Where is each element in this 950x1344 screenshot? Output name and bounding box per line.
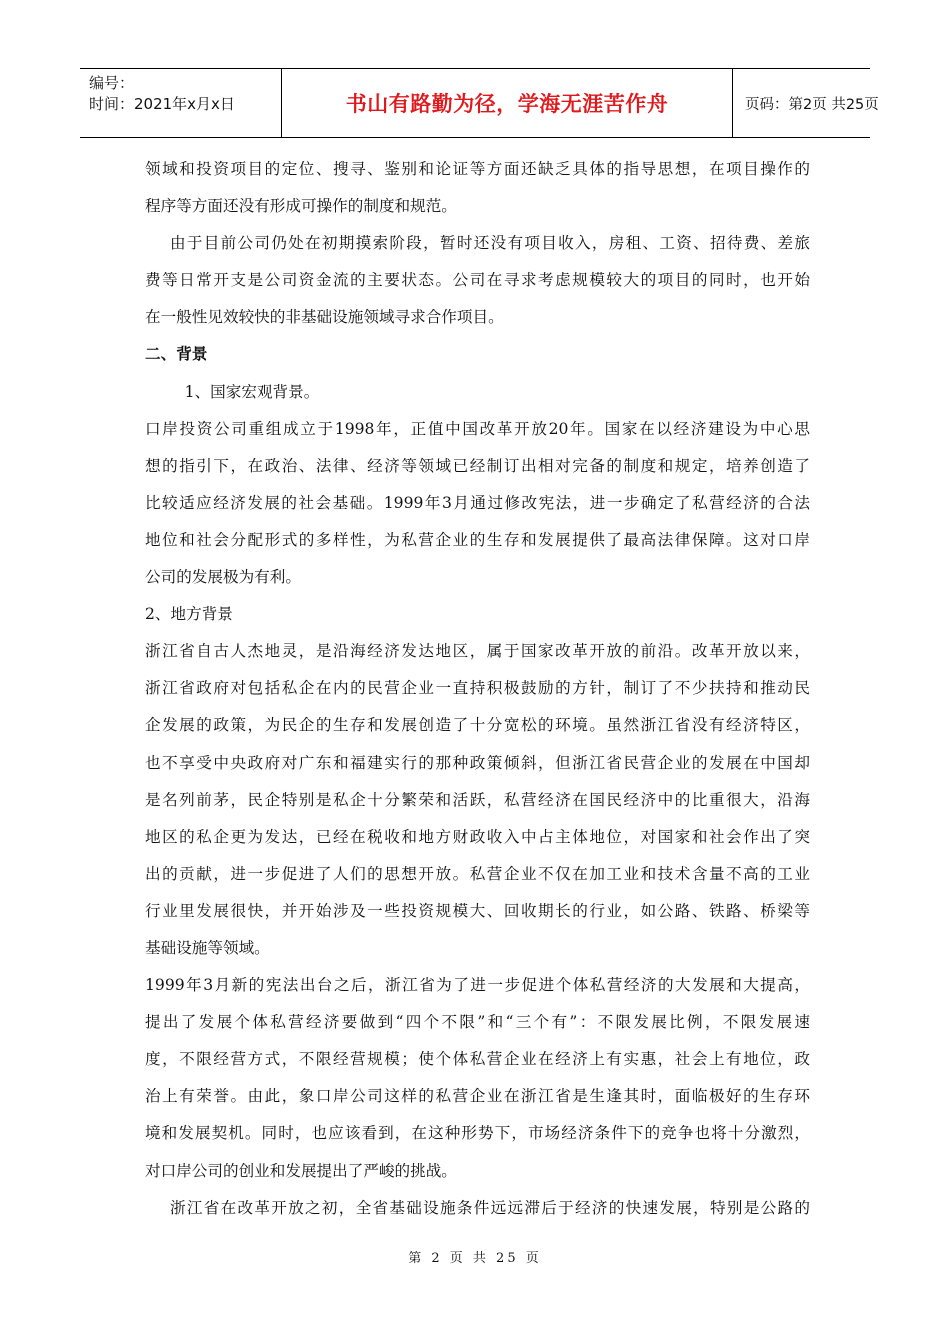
body-line: 提出了发展个体私营经济要做到“四个不限”和“三个有”：不限发展比例，不限发展速 (145, 1013, 810, 1032)
subsection-heading: 1、国家宏观背景。 (145, 382, 320, 401)
document-number-label: 编号： (89, 74, 135, 92)
document-time-label: 时间：2021年x月x日 (89, 95, 235, 113)
body-line: 口岸投资公司重组成立于1998年，正值中国改革开放20年。国家在以经济建设为中心思 (145, 419, 810, 438)
header-meta-cell (80, 69, 281, 137)
header-page-info: 页码：第2页 共25页 (745, 96, 879, 113)
header-page-cell (733, 69, 879, 137)
body-line: 境和发展契机。同时，也应该看到，在这种形势下，市场经济条件下的竞争也将十分激烈， (145, 1124, 810, 1143)
body-line: 基础设施等领域。 (145, 938, 270, 957)
body-line: 公司的发展极为有利。 (145, 568, 301, 587)
body-line: 企发展的政策，为民企的生存和发展创造了十分宽松的环境。虽然浙江省没有经济特区， (145, 716, 810, 735)
header-motto: 书山有路勤为径，学海无涯苦作舟 (345, 92, 669, 116)
body-line: 是名列前茅，民企特别是私企十分繁荣和活跃，私营经济在国民经济中的比重很大，沿海 (145, 790, 810, 809)
body-line: 1999年3月新的宪法出台之后，浙江省为了进一步促进个体私营经济的大发展和大提高， (145, 976, 810, 995)
body-line: 费等日常开支是公司资金流的主要状态。公司在寻求考虑规模较大的项目的同时，也开始 (145, 271, 810, 290)
body-line: 浙江省在改革开放之初，全省基础设施条件远远滞后于经济的快速发展，特别是公路的 (145, 1198, 810, 1217)
page-footer: 第 2 页 共 25 页 (408, 1251, 542, 1266)
body-line: 想的指引下，在政治、法律、经济等领域已经制订出相对完备的制度和规定，培养创造了 (145, 456, 810, 475)
body-line: 也不享受中央政府对广东和福建实行的那种政策倾斜，但浙江省民营企业的发展在中国却 (145, 753, 810, 772)
body-line: 程序等方面还没有形成可操作的制度和规范。 (145, 197, 457, 216)
body-line: 地位和社会分配形式的多样性，为私营企业的生存和发展提供了最高法律保障。这对口岸 (145, 530, 810, 549)
body-line: 治上有荣誉。由此，象口岸公司这样的私营企业在浙江省是生逢其时，面临极好的生存环 (145, 1087, 810, 1106)
subsection-heading: 2、地方背景 (145, 605, 233, 624)
body-line: 领域和投资项目的定位、搜寻、鉴别和论证等方面还缺乏具体的指导思想，在项目操作的 (145, 160, 810, 178)
body-line: 出的贡献，进一步促进了人们的思想开放。私营企业不仅在加工业和技术含量不高的工业 (145, 864, 810, 883)
body-line: 对口岸公司的创业和发展提出了严峻的挑战。 (145, 1161, 457, 1180)
body-line: 度，不限经营方式，不限经营规模；使个体私营企业在经济上有实惠，社会上有地位，政 (145, 1050, 810, 1069)
body-line: 由于目前公司仍处在初期摸索阶段，暂时还没有项目收入，房租、工资、招待费、差旅 (145, 234, 810, 253)
document-body (145, 151, 810, 1227)
section-heading: 二、背景 (145, 345, 208, 364)
body-line: 在一般性见效较快的非基础设施领域寻求合作项目。 (145, 308, 504, 327)
body-line: 地区的私企更为发达，已经在税收和地方财政收入中占主体地位，对国家和社会作出了突 (145, 827, 810, 846)
body-line: 行业里发展很快，并开始涉及一些投资规模大、回收期长的行业，如公路、铁路、桥梁等 (145, 901, 810, 920)
body-line: 比较适应经济发展的社会基础。1999年3月通过修改宪法，进一步确定了私营经济的合法 (145, 493, 810, 512)
page-header-table (80, 68, 879, 138)
body-line: 浙江省自古人杰地灵，是沿海经济发达地区，属于国家改革开放的前沿。改革开放以来， (145, 642, 810, 661)
body-line: 浙江省政府对包括私企在内的民营企业一直持积极鼓励的方针，制订了不少扶持和推动民 (145, 679, 810, 698)
header-motto-cell (281, 69, 733, 137)
